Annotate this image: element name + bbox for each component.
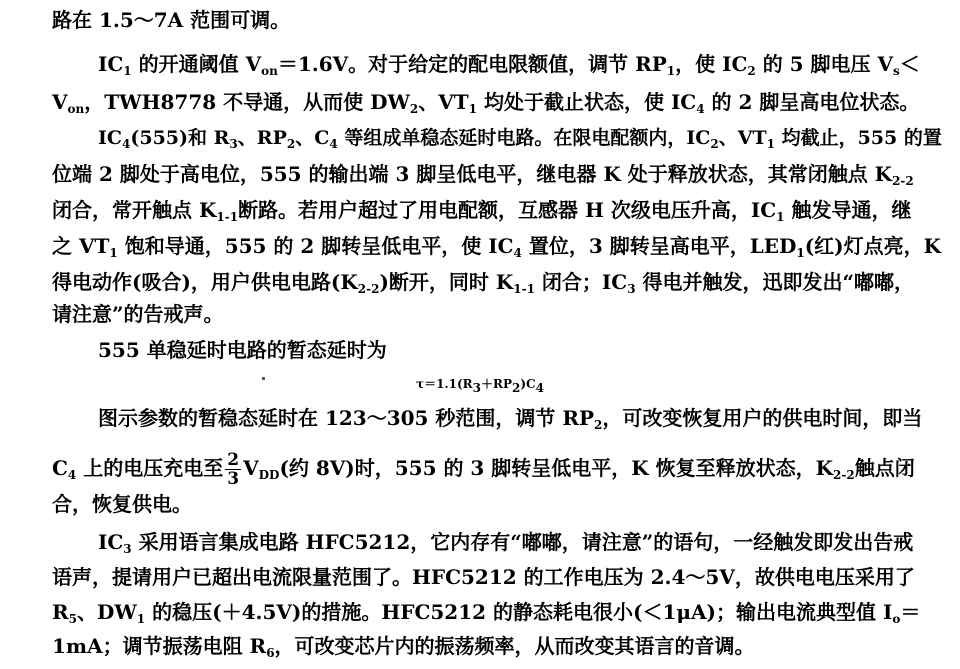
text-run: 555 单稳延时电路的暂态延时为 (98, 338, 387, 362)
subscript: 1 (666, 64, 676, 78)
text-run: 合，恢复供电。 (52, 492, 192, 516)
subscript: 2 (594, 418, 603, 432)
text-run: 均截止，555 的置 (774, 127, 942, 149)
subscript: 2 (409, 102, 419, 116)
text-run: 、RP (237, 127, 287, 149)
subscript: 2 (747, 64, 756, 78)
subscript: 2 (710, 137, 719, 151)
text-run: 上的电压充电至 (76, 456, 224, 480)
subscript: 4 (122, 137, 131, 151)
text-run: 、DW (76, 600, 137, 624)
text-run: 触发导通，继 (784, 198, 912, 222)
subscript: DD (258, 468, 280, 482)
text-line (52, 88, 919, 116)
text-run: 路在 1.5～7A 范围可调。 (52, 8, 291, 32)
text-run: 位端 2 脚处于高电位，555 的输出端 3 脚呈低电平，继电器 K 处于释放状态，其常闭触点 K (52, 162, 893, 186)
subscript: 3 (627, 282, 636, 296)
text-run: IC (98, 127, 123, 149)
subscript: 1 (136, 612, 146, 626)
subscript: 1 (109, 246, 118, 260)
text-run: 的开通阈值 V (131, 52, 262, 76)
text-run: 得电动作(吸合)，用户供电电路(K (52, 270, 358, 294)
text-run: IC (98, 530, 124, 554)
formula-line (0, 370, 960, 398)
text-run: 等组成单稳态延时电路。在限电配额内，IC (337, 127, 711, 149)
text-run: (红)灯点亮，K (804, 234, 942, 258)
text-run: 均处于截止状态，使 IC (477, 90, 697, 114)
text-line (52, 160, 914, 188)
text-line (98, 404, 922, 432)
text-run: 触点闭 (854, 456, 915, 480)
text-run: )C (520, 377, 536, 391)
text-run: V (52, 90, 68, 114)
text-run: 、VT (718, 127, 767, 149)
subscript: 2-2 (892, 174, 914, 188)
subscript: o (892, 612, 901, 626)
text-run: (约 8V)时，555 的 3 脚转呈低电平，K 恢复至释放状态，K (279, 456, 834, 480)
subscript: 3 (229, 137, 238, 151)
subscript: 4 (329, 137, 338, 151)
text-line (52, 300, 224, 328)
subscript: 1 (776, 210, 785, 224)
fraction-two-thirds (225, 451, 241, 488)
subscript: 2-2 (357, 282, 380, 296)
text-run: 、VT (418, 90, 469, 114)
text-run: V (243, 456, 259, 480)
subscript: 4 (696, 102, 705, 116)
text-line (52, 232, 941, 260)
text-run: ＝1.6V。对于给定的配电限额值，调节 RP (277, 52, 667, 76)
subscript: on (261, 64, 278, 78)
text-line (52, 490, 192, 518)
text-run: 断路。若用户超过了用电配额，互感器 H 次级电压升高，IC (238, 198, 777, 222)
text-run: ＜ (899, 52, 920, 76)
fraction-denominator: 3 (227, 469, 240, 489)
text-run: τ＝1.1(R (416, 377, 473, 391)
subscript: 4 (513, 246, 522, 260)
text-line (52, 563, 915, 591)
text-run: C (52, 456, 68, 480)
text-run: R (52, 600, 69, 624)
text-run: ，TWH8778 不导通，从而使 DW (84, 90, 410, 114)
text-run: 饱和导通，555 的 2 脚转呈低电平，使 IC (117, 234, 514, 258)
subscript: 1 (123, 64, 132, 78)
text-run: 、C (295, 127, 330, 149)
text-run: ＋RP (481, 377, 512, 391)
text-line (98, 124, 942, 152)
subscript: 1 (468, 102, 478, 116)
text-run: ＝ (900, 600, 921, 624)
text-run: 闭合，常开触点 K (52, 198, 217, 222)
text-run: 置位，3 脚转呈高电平，LED (521, 234, 797, 258)
text-line (98, 528, 913, 556)
text-run: 采用语言集成电路 HFC5212，它内存有“嘟嘟，请注意”的语句，一经触发即发出告戒 (131, 530, 914, 554)
subscript: s (893, 64, 900, 78)
text-run: 语声，提请用户已超出电流限量范围了。HFC5212 的工作电压为 2.4～5V，故供电电压采用了 (52, 565, 915, 589)
subscript: 1-1 (216, 210, 239, 224)
text-run: ，可改变芯片内的振荡频率，从而改变其语言的音调。 (274, 634, 755, 658)
text-run: 之 VT (52, 234, 110, 258)
text-line (98, 50, 920, 78)
text-run: 的 5 脚电压 V (755, 52, 894, 76)
subscript: 6 (266, 646, 275, 660)
text-run: IC (98, 52, 124, 76)
subscript: 2-2 (833, 468, 855, 482)
fraction-numerator: 2 (227, 450, 240, 470)
text-line (98, 336, 387, 364)
text-run: 的 2 脚呈高电位状态。 (704, 90, 920, 114)
text-run: 请注意”的告戒声。 (52, 302, 224, 326)
subscript: 4 (535, 381, 544, 395)
text-run: 1mA；调节振荡电阻 R (52, 634, 267, 658)
subscript: 4 (67, 468, 77, 482)
subscript: 1 (766, 137, 775, 151)
text-line (52, 6, 290, 34)
subscript: 2 (512, 381, 521, 395)
text-run: 闭合；IC (534, 270, 628, 294)
text-line (52, 632, 755, 660)
text-run: )断开，同时 K (379, 270, 514, 294)
text-line (52, 196, 911, 224)
text-run: ，可改变恢复用户的供电时间，即当 (602, 406, 923, 430)
subscript: on (67, 102, 85, 116)
text-run: 的稳压(＋4.5V)的措施。HFC5212 的静态耗电很小(＜1μA)；输出电流典型值 I (145, 600, 893, 624)
text-line (52, 268, 914, 296)
text-line (52, 598, 920, 626)
subscript: 1 (796, 246, 805, 260)
subscript: 3 (123, 542, 132, 556)
subscript: 5 (68, 612, 77, 626)
subscript: 2 (286, 137, 296, 151)
text-line (52, 448, 915, 488)
subscript: 3 (472, 381, 481, 395)
text-run: 得电并触发，迅即发出“嘟嘟， (635, 270, 915, 294)
text-run: ，使 IC (675, 52, 748, 76)
text-run: 图示参数的暂稳态延时在 123～305 秒范围，调节 RP (98, 406, 595, 430)
subscript: 1-1 (513, 282, 535, 296)
text-run: (555)和 R (130, 127, 230, 149)
